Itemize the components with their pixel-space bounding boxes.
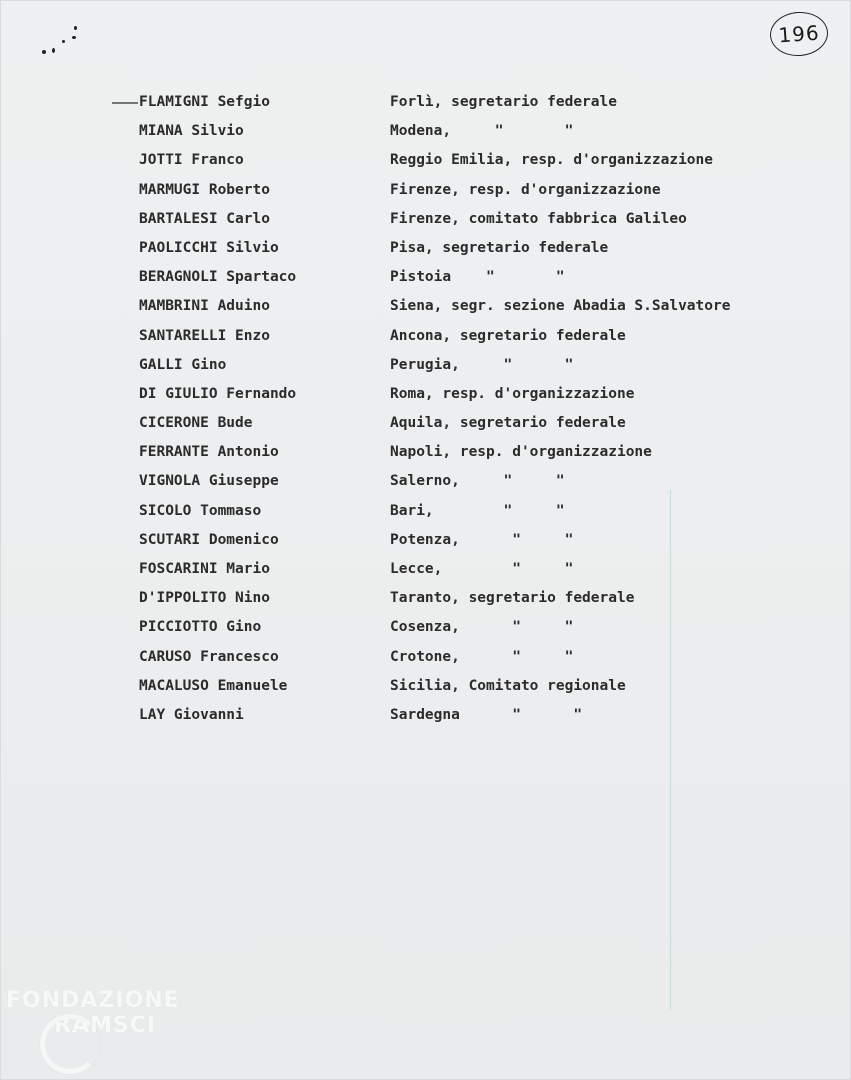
list-item <box>0 526 851 555</box>
person-role: Pisa, segretario federale <box>390 239 609 256</box>
list-item <box>0 643 851 672</box>
person-name: MARMUGI Roberto <box>139 181 270 198</box>
person-role: Cosenza, " " <box>390 619 574 636</box>
list-item <box>0 380 851 409</box>
list-item <box>0 351 851 380</box>
list-item <box>0 234 851 263</box>
person-role: Lecce, " " <box>390 561 574 577</box>
person-name: MACALUSO Emanuele <box>139 677 288 694</box>
person-role: Bari, " " <box>390 502 565 519</box>
person-role: Forlì, segretario federale <box>390 94 617 110</box>
person-name: BERAGNOLI Spartaco <box>139 269 297 286</box>
person-role: Napoli, resp. d'organizzazione <box>390 444 652 461</box>
roster-list <box>0 88 851 730</box>
list-item <box>0 613 851 642</box>
person-role: Ancona, segretario federale <box>390 327 626 344</box>
list-item <box>0 497 851 526</box>
person-name: LAY Giovanni <box>139 706 244 723</box>
list-item <box>0 88 851 117</box>
list-item <box>0 467 851 496</box>
person-name: D'IPPOLITO Nino <box>139 590 270 607</box>
person-role: Pistoia " " <box>390 269 565 286</box>
list-item <box>0 176 851 205</box>
person-name: VIGNOLA Giuseppe <box>139 473 279 490</box>
list-item <box>0 438 851 467</box>
list-item <box>0 146 851 175</box>
person-role: Aquila, segretario federale <box>390 415 626 432</box>
person-role: Roma, resp. d'organizzazione <box>390 385 635 402</box>
person-role: Sicilia, Comitato regionale <box>390 677 626 694</box>
person-role: Perugia, " " <box>390 356 574 373</box>
person-role: Taranto, segretario federale <box>390 590 635 607</box>
list-item <box>0 672 851 701</box>
person-name: MIANA Silvio <box>139 123 244 140</box>
person-role: Crotone, " " <box>390 648 574 665</box>
person-name: DI GIULIO Fernando <box>139 385 297 402</box>
list-item <box>0 322 851 351</box>
person-name: FLAMIGNI Sefgio <box>139 94 270 110</box>
list-item <box>0 292 851 321</box>
person-role: Sardegna " " <box>390 706 583 723</box>
person-name: PICCIOTTO Gino <box>139 619 262 636</box>
list-item <box>0 263 851 292</box>
person-role: Firenze, comitato fabbrica Galileo <box>390 210 687 227</box>
person-name: CARUSO Francesco <box>139 648 279 665</box>
person-name: PAOLICCHI Silvio <box>139 239 279 256</box>
list-item <box>0 205 851 234</box>
list-item <box>0 701 851 730</box>
paper-fold-line <box>670 490 671 1010</box>
person-role: Firenze, resp. d'organizzazione <box>390 181 661 198</box>
watermark-g-logo <box>40 1014 100 1074</box>
page-number-circled: 196 <box>769 10 830 58</box>
list-item <box>0 409 851 438</box>
ink-specks <box>38 20 88 62</box>
person-name: SICOLO Tommaso <box>139 502 262 519</box>
person-name: SANTARELLI Enzo <box>139 327 270 344</box>
person-name: SCUTARI Domenico <box>139 531 279 548</box>
person-name: FERRANTE Antonio <box>139 444 279 461</box>
watermark-line-2: RAMSCI <box>54 1013 157 1038</box>
list-item <box>0 117 851 146</box>
fondazione-gramsci-watermark <box>6 988 226 1068</box>
person-role: Siena, segr. sezione Abadia S.Salvatore <box>390 298 731 315</box>
watermark-line-1: FONDAZIONE <box>6 988 180 1013</box>
list-item <box>0 584 851 613</box>
person-role: Modena, " " <box>390 123 574 140</box>
person-name: BARTALESI Carlo <box>139 210 270 227</box>
person-name: CICERONE Bude <box>139 415 253 432</box>
person-role: Potenza, " " <box>390 531 574 548</box>
person-role: Salerno, " " <box>390 473 565 490</box>
person-role: Reggio Emilia, resp. d'organizzazione <box>390 152 714 169</box>
person-name: FOSCARINI Mario <box>139 561 270 577</box>
person-name: MAMBRINI Aduino <box>139 298 270 315</box>
person-name: JOTTI Franco <box>139 152 244 169</box>
list-item <box>0 555 851 584</box>
person-name: GALLI Gino <box>139 356 227 373</box>
